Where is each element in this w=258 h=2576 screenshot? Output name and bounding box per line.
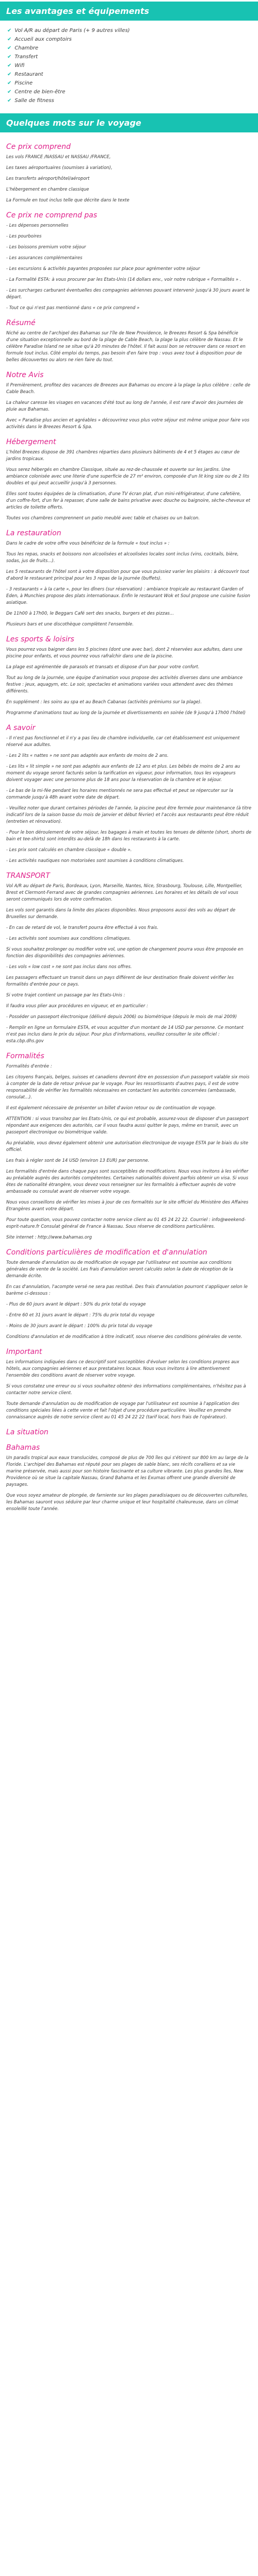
paragraph: Site internet : http://www.bahamas.org [6, 1235, 92, 1240]
paragraph: - Les surcharges carburant éventuelles des compagnies aériennes pouvant intervenir jusqu'à 30 jours avant le départ. [6, 288, 250, 300]
paragraph: - Remplir en ligne un formulaire ESTA, et vous acquitter d'un montant de 14 USD par personne. Ce montant n'est pas inclus dans le prix du séjour. Pour plus d'informations, veuillez consulter le site officiel : esta.cbp.dhs.gov [6, 1025, 244, 1044]
paragraph: Plusieurs bars et une discothèque complètent l'ensemble. [6, 622, 134, 627]
avantage-label: Transfert [14, 54, 38, 60]
section-header-quelques-mots: Quelques mots sur le voyage [0, 113, 258, 132]
avantage-label: Restaurant [14, 72, 43, 77]
section-heading: Hébergement [6, 438, 56, 446]
avantage-item [7, 71, 252, 78]
avantage-item [7, 97, 252, 105]
paragraph: - Les excursions & activités payantes proposées sur place pour agrémenter votre séjour [6, 266, 200, 272]
page [0, 2, 258, 1524]
section-heading: Bahamas [6, 1444, 40, 1452]
paragraph: Que vous soyez amateur de plongée, de farniente sur les plages paradisiaques ou de découvertes culturelles, les Bahamas sauront vous séduire par leur charme unique et leur hospitalité chaleureuse, dans un climat ensoleillé toute l'année. [6, 1493, 248, 1512]
paragraph: Au préalable, vous devez également obtenir une autorisation électronique de voyage ESTA par le biais du site officiel. [6, 1141, 248, 1153]
paragraph: Tous les repas, snacks et boissons non alcoolisées et alcoolisées locales sont inclus (vins, cocktails, bière, sodas, jus de fruits...). [6, 552, 239, 564]
paragraph: - Tout ce qui n'est pas mentionné dans « ce prix comprend » [6, 306, 140, 311]
paragraph: Il Premièrement, profitez des vacances de Breezes aux Bahamas ou encore à la plage la plus célèbre : celle de Cable Beach. [6, 383, 251, 395]
paragraph: - Les assurances complémentaires [6, 256, 83, 261]
paragraph: Toute demande d'annulation ou de modification de voyage par l'utilisateur est soumise aux conditions générales de vente de la société. Les frais d'annulation seront calculés selon la date de réception de la demande écrite. [6, 1260, 233, 1279]
paragraph: - Entre 60 et 31 jours avant le départ : 75% du prix total du voyage [6, 1313, 155, 1318]
paragraph: Il faudra vous plier aux procédures en vigueur, et en particulier : [6, 1004, 148, 1009]
paragraph: Niché au centre de l'archipel des Bahamas sur l'île de New Providence, le Breezes Resort & Spa bénéficie d'une situation exceptionnelle au bord de la plage de Cable Beach, la plage la plus célèbre de Nassau. Et le célèbre Paradise Island ne se situe qu'à 20 minutes de l'hôtel. Il fait aussi bon se retrouver dans ce resort en formule tout inclus. Côté emploi du temps, pas besoin d'en faire trop : vous avez tout à disposition pour de belles découvertes ou alors ne rien faire du tout. [6, 331, 246, 363]
check-icon: ✔ [7, 80, 12, 86]
paragraph: De 11h00 à 17h00, le Beggars Café sert des snacks, burgers et des pizzas... [6, 611, 174, 616]
avantage-item [7, 89, 252, 96]
paragraph: Vous serez hébergés en chambre Classique, située au rez-de-chaussée et ouverte sur les jardins. Une ambiance colonisée avec une literie d'une superficie de 27 m² environ, composée d'un lit king size ou de 2 lits doubles et qui peut accueillir jusqu'à 3 personnes. [6, 467, 249, 486]
paragraph: Les 5 restaurants de l'hôtel sont à votre disposition pour que vous puissiez varier les plaisirs : à découvrir tout d'abord le restaurant principal pour les 3 repas de la journée (buffets). [6, 569, 249, 581]
section-heading: Important [6, 1348, 42, 1356]
check-icon: ✔ [7, 28, 12, 33]
check-icon: ✔ [7, 37, 12, 42]
paragraph: Conditions d'annulation et de modification à titre indicatif, sous réserve des conditions générales de vente. [6, 1334, 243, 1340]
paragraph: - Les activités nautiques non motorisées sont soumises à conditions climatiques. [6, 858, 184, 863]
content-block [0, 132, 258, 1524]
section-heading: Les sports & loisirs [6, 635, 74, 643]
paragraph: La Formule en tout inclus telle que décrite dans le texte [6, 198, 130, 203]
avantage-item [7, 36, 252, 43]
paragraph: Si vous souhaitez prolonger ou modifier votre vol, une option de changement pourra vous être proposée en fonction des disponibilités des compagnies aériennes. [6, 947, 244, 959]
section-heading: Résumé [6, 319, 36, 327]
paragraph: Les vols sont garantis dans la limite des places disponibles. Nous proposons aussi des vols au départ de Bruxelles sur demande. [6, 908, 236, 920]
paragraph: Avec « Paradise plus ancien et agréables » découvrirez vous plus votre séjour est même unique pour faire vos activités dans le Breezes Resort & Spa. [6, 418, 250, 430]
check-icon: ✔ [7, 45, 12, 51]
check-icon: ✔ [7, 98, 12, 104]
paragraph: Les passagers effectuant un transit dans un pays différent de leur destination finale doivent vérifier les formalités d'entrée pour ce pays. [6, 975, 234, 987]
avantage-label: Salle de fitness [14, 98, 54, 104]
avantage-label: Wifi [14, 63, 25, 69]
section-heading: Formalités [6, 1052, 44, 1060]
paragraph: Les frais à régler sont de 14 USD (environ 13 EUR) par personne. [6, 1158, 150, 1163]
paragraph: Les vols FRANCE /NASSAU et NASSAU /FRANCE, [6, 155, 111, 160]
paragraph: Vous pourrez vous baigner dans les 5 piscines (dont une avec bar), dont 2 réservées aux adultes, dans une piscine pour enfants, et vous pourrez vous rafraîchir dans une de la piscine. [6, 647, 243, 659]
paragraph: La plage est agrémentée de parasols et transats et dispose d'un bar pour votre confort. [6, 665, 200, 670]
paragraph: - Les 2 lits « nattes » ne sont pas adaptés aux enfants de moins de 2 ans. [6, 753, 169, 758]
paragraph: - La Formalité ESTA: à vous procurer par les Etats-Unis (14 dollars env., voir notre rubrique « Formalités » . [6, 277, 241, 282]
paragraph: Il est également nécessaire de présenter un billet d'avion retour ou de continuation de voyage. [6, 1106, 216, 1111]
paragraph: - Les boissons premium votre séjour [6, 245, 86, 250]
paragraph: Tout au long de la journée, une équipe d'animation vous propose des activités diverses dans une ambiance festive : jeux, aquagym, etc. Le soir, spectacles et animations variées vous attendent avec des thèmes différents. [6, 675, 243, 694]
check-icon: ✔ [7, 89, 12, 95]
section-heading: La situation [6, 1428, 49, 1436]
paragraph: - Veuillez noter que durant certaines périodes de l'année, la piscine peut être fermée pour maintenance (à titre indicatif lors de la saison basse du mois de janvier et début février) et l'accès aux restaurants peut être réduit (entretien et rénovation). [6, 806, 252, 824]
paragraph: En supplément : les soins au spa et au Beach Cabanas (activités prémiums sur la plage). [6, 700, 202, 705]
paragraph: - Les lits « lit simple » ne sont pas adaptés aux enfants de 12 ans et plus. Les bébés de moins de 2 ans au moment du voyage seront facturés selon la tarification en vigueur, pour information, tous les voyageurs doivent voyager avec une personne plus de 18 ans pour la réservation de la chambre et le séjour. [6, 764, 240, 783]
paragraph: Si votre trajet contient un passage par les Etats-Unis : [6, 993, 125, 998]
paragraph: - Plus de 60 jours avant le départ : 50% du prix total du voyage [6, 1302, 146, 1307]
paragraph: - Pour le bon déroulement de votre séjour, les bagages à main et toutes les tenues de détente (short, shorts de bain et tee-shirts) sont interdits au-delà de 18h dans les restaurants à la carte. [6, 830, 252, 842]
section-heading: Conditions particulières de modification et d'annulation [6, 1248, 207, 1257]
avantage-item [7, 45, 252, 52]
paragraph: Un paradis tropical aux eaux translucides, composé de plus de 700 îles qui s'étirent sur 800 km au large de la Floride. L'archipel des Bahamas est réputé pour ses plages de sable blanc, ses récifs coralliens et sa vie marine préservée, mais aussi pour son histoire fascinante et sa culture vibrante. Les plus grandes îles, New Providence où se situe la capitale Nassau, Grand Bahama et les Exumas offrent une grande diversité de paysages. [6, 1455, 249, 1487]
paragraph: Nous vous conseillons de vérifier les mises à jour de ces formalités sur le site officiel du Ministère des Affaires Etrangères avant votre départ. [6, 1200, 249, 1212]
paragraph: Vol A/R au départ de Paris, Bordeaux, Lyon, Marseille, Nantes, Nice, Strasbourg, Toulouse, Lille, Montpellier, Brest et Clermont-Ferrand avec de grandes compagnies aériennes. Les horaires et les détails de vol vous seront communiqués lors de votre confirmation. [6, 884, 243, 902]
paragraph: - 3 restaurants « à la carte », pour les dîners (sur réservation) : ambiance tropicale au restaurant Garden of Eden, à Munchies propose des plats internationaux. Enfin le restaurant Wok et Soul propose une cuisine fusion asiatique. [6, 587, 250, 605]
paragraph: - Les activités sont soumises aux conditions climatiques. [6, 936, 131, 941]
avantage-label: Accueil aux comptoirs [14, 37, 72, 42]
paragraph: L'hébergement en chambre classique [6, 187, 89, 192]
paragraph: - Les vols « low cost » ne sont pas inclus dans nos offres. [6, 964, 132, 970]
paragraph: Les informations indiquées dans ce descriptif sont susceptibles d'évoluer selon les conditions propres aux hôtels, aux compagnies aériennes et aux prestataires locaux. Nous vous invitons à lire attentivement l'ensemble des conditions avant de réserver votre voyage. [6, 1360, 239, 1378]
section-heading: Ce prix comprend [6, 143, 71, 151]
section-heading: Ce prix ne comprend pas [6, 211, 98, 219]
paragraph: Les taxes aéroportuaires (soumises à variation), [6, 165, 112, 171]
paragraph: - Le bas de la mi-fée pendant les horaires mentionnés ne sera pas effectué et peut se répercuter sur la commande jusqu'à 48h avant votre date de départ. [6, 788, 233, 800]
paragraph: Les citoyens français, belges, suisses et canadiens devront être en possession d'un passeport valable six mois à compter de la date de retour prévue par le voyage. Pour les ressortissants d'autres pays, il est de votre responsabilité de vérifier les formalités nécessaires en contactant les autorités concernées (ambassade, consulat...). [6, 1075, 250, 1100]
avantage-item [7, 27, 252, 35]
paragraph: - Les dépenses personnelles [6, 223, 69, 228]
avantages-block [0, 21, 258, 113]
avantage-item [7, 54, 252, 61]
paragraph: Pour toute question, vous pouvez contacter notre service client au 01 45 24 22 22. Courriel : info@weekend-esprit-nature.fr Consulat général de France à Nassau. Sous réserve de conditions particulières. [6, 1217, 246, 1229]
paragraph: - Moins de 30 jours avant le départ : 100% du prix total du voyage [6, 1324, 153, 1329]
section-header-avantages: Les avantages et équipements [0, 2, 258, 21]
paragraph: Si vous constatez une erreur ou si vous souhaitez obtenir des informations complémentaires, n'hésitez pas à contacter notre service client. [6, 1384, 246, 1396]
section-heading: La restauration [6, 529, 61, 537]
check-icon: ✔ [7, 63, 12, 69]
avantage-label: Piscine [14, 80, 33, 86]
avantage-item [7, 80, 252, 87]
section-heading: TRANSPORT [6, 872, 50, 880]
section-heading: Notre Avis [6, 371, 44, 379]
paragraph: Toute demande d'annulation ou de modification de voyage par l'utilisateur est soumise à l'application des conditions spéciales liées à cette vente et fait l'objet d'une procédure particulière. Veuillez en prendre connaissance auprès de notre service client au 01 45 24 22 22 (tarif local, hors frais de l'opérateur). [6, 1401, 239, 1420]
paragraph: La chaleur caresse les visages en vacances d'été tout au long de l'année, il est rare d'avoir des journées de pluie aux Bahamas. [6, 400, 244, 412]
paragraph: - Posséder un passeport électronique (délivré depuis 2006) ou biométrique (depuis le mois de mai 2009) [6, 1014, 237, 1020]
avantage-item [7, 62, 252, 70]
avantage-label: Vol A/R au départ de Paris (+ 9 autres villes) [14, 28, 130, 33]
paragraph: En cas d'annulation, l'acompte versé ne sera pas restitué. Des frais d'annulation pourront s'appliquer selon le barème ci-dessous : [6, 1284, 248, 1296]
avantages-list [6, 27, 252, 105]
section-heading: A savoir [6, 724, 36, 732]
paragraph: Dans le cadre de votre offre vous bénéficiez de la formule « tout inclus » : [6, 541, 170, 546]
paragraph: - En cas de retard de vol, le transfert pourra être effectué à vos frais. [6, 925, 158, 930]
paragraph: Programme d'animations tout au long de la journée et divertissements en soirée (de 9 jusqu'à 17h00 l'hôtel) [6, 710, 246, 716]
paragraph: ATTENTION : si vous transitez par les Etats-Unis, ce qui est probable, assurez-vous de disposer d'un passeport répondant aux exigences des autorités, car il vous faudra aussi quitter le pays, même en transit, avec un passeport électronique ou biométrique valide. [6, 1116, 249, 1135]
avantage-label: Chambre [14, 45, 39, 51]
paragraph: Les transferts aéroport/hôtel/aéroport [6, 176, 90, 181]
check-icon: ✔ [7, 72, 12, 77]
check-icon: ✔ [7, 54, 12, 60]
paragraph: - Les prix sont calculés en chambre classique « double ». [6, 848, 132, 853]
paragraph: Toutes vos chambres comprennent un patio meublé avec table et chaises ou un balcon. [6, 516, 200, 521]
paragraph: Les formalités d'entrée dans chaque pays sont susceptibles de modifications. Nous vous invitons à les vérifier au préalable auprès des autorités compétentes. Certaines nationalités doivent parfois obtenir un visa. Si vous êtes de nationalité étrangère, vous devez vous renseigner sur les formalités à effectuer auprès de votre ambassade ou consulat avant de réserver votre voyage. [6, 1169, 249, 1194]
avantage-label: Centre de bien-être [14, 89, 66, 95]
paragraph: Elles sont toutes équipées de la climatisation, d'une TV écran plat, d'un mini-réfrigérateur, d'une cafetière, d'un coffre-fort, d'un fer à repasser, d'une salle de bains privative avec douche ou baignoire, sèche-cheveux et articles de toilette offerts. [6, 492, 250, 510]
paragraph: Formalités d'entrée : [6, 1064, 52, 1069]
paragraph: L'hôtel Breezes dispose de 391 chambres réparties dans plusieurs bâtiments de 4 et 5 étages au cœur de jardins tropicaux. [6, 450, 240, 462]
paragraph: - Il n'est pas fonctionnel et il n'y a pas lieu de chambre individuelle, car cet établissement est uniquement réservé aux adultes. [6, 736, 240, 748]
paragraph: - Les pourboires [6, 234, 42, 239]
